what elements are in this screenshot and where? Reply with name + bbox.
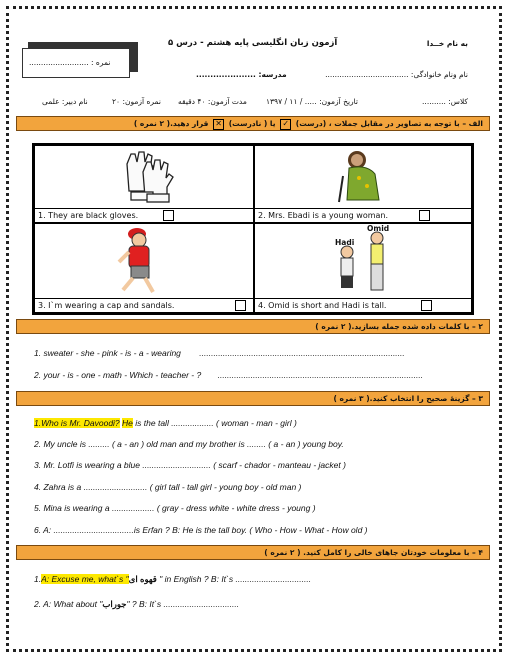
running-man-icon: [35, 224, 255, 298]
section-b-header: ۲ – با کلمات داده شده جمله بسازید.( ۲ نمره ): [16, 319, 490, 334]
answer-checkbox-2[interactable]: [419, 210, 430, 221]
section-c-header: ۳ – گزینهٔ صحیح را انتخاب کنید.( ۳ نمره ): [16, 391, 490, 406]
grade-box: [22, 42, 140, 82]
caption-3: 3. I`m wearing a cap and sandals.: [35, 298, 255, 312]
teacher-label: نام دبیر: علمی: [42, 97, 88, 106]
picture-cell-1: [34, 145, 254, 223]
scramble-2: 2. your - is - one - math - Which - teacher - ? .......................................................................................: [34, 370, 424, 380]
answer-checkbox-4[interactable]: [421, 300, 432, 311]
caption-4: 4. Omid is short and Hadi is tall.: [255, 298, 473, 312]
school-label: مدرسه: .....................: [196, 70, 287, 79]
two-boys-icon: [255, 224, 473, 298]
section-a-header: الف – با توجه به تصاویر در مقابل جملات ، (درست) ✓ یا ( نادرست) ✕ قرار دهید.( ۲ نمره ): [16, 116, 490, 131]
choice-2[interactable]: 2. My uncle is ......... ( a - an ) old man and my brother is ........ ( a - an ) young boy.: [34, 439, 344, 449]
scramble-1-blank[interactable]: .......................................................................................: [199, 348, 405, 358]
check-icon: ✓: [280, 119, 291, 130]
basmala: به نام خــدا: [426, 39, 468, 48]
class-label: کلاس: ..........: [422, 97, 468, 106]
omid-label: Omid: [367, 224, 390, 233]
choice-3[interactable]: 3. Mr. Lotfi is wearing a blue ............................. ( scarf - chador - manteau - jacket ): [34, 460, 346, 470]
picture-cell-4: [254, 223, 472, 313]
dialog-2[interactable]: 2. A: What about "جوراب" ? B: It`s ................................: [34, 599, 240, 609]
student-name-label: نام ونام خانوادگی: ...................................: [325, 70, 468, 79]
answer-checkbox-1[interactable]: [163, 210, 174, 221]
choice-6[interactable]: 6. A: ..................................is Erfan ? B: He is the tall boy. ( Who - How - What - How old ): [34, 525, 368, 535]
old-woman-icon: [255, 146, 473, 208]
duration-label: مدت آزمون: ۴۰ دقیقه: [178, 97, 247, 106]
choice-5[interactable]: 5. Mina is wearing a .................. ( gray - dress white - white dress - young ): [34, 503, 316, 513]
caption-2: 2. Mrs. Ebadi is a young woman.: [255, 208, 473, 222]
scramble-2-blank[interactable]: .......................................................................................: [217, 370, 424, 380]
picture-cell-3: [34, 223, 254, 313]
choice-1[interactable]: 1.Who is Mr. Davoodi? He is the tall .................. ( woman - man - girl ): [34, 418, 297, 428]
total-score-label: نمره آزمون: ۲۰: [112, 97, 161, 106]
gloves-icon: [35, 146, 255, 208]
picture-grid: [32, 143, 474, 315]
dialog-1[interactable]: 1.A: Excuse me, what`s "قهوه ای " in English ? B: It`s ................................: [34, 574, 312, 584]
picture-cell-2: [254, 145, 472, 223]
exam-date-label: تاریخ آزمون: ..... / ۱۱ / ۱۳۹۷: [266, 97, 359, 106]
answer-checkbox-3[interactable]: [235, 300, 246, 311]
choice-4[interactable]: 4. Zahra is a ........................... ( girl tall - tall girl - young boy - old man ): [34, 482, 302, 492]
cross-icon: ✕: [213, 119, 224, 130]
exam-title: آزمون زبان انگلیسی پایه هشتم - درس ۵: [168, 38, 338, 48]
section-d-header: ۴ – با معلومات خودتان جاهای خالی را کامل کنید. ( ۲ نمره ): [16, 545, 490, 560]
grade-label: نمره : .........................: [29, 58, 111, 67]
caption-1: 1. They are black gloves.: [35, 208, 255, 222]
scramble-1: 1. sweater - she - pink - is - a - wearing .......................................................................................: [34, 348, 405, 358]
hadi-label: Hadi: [335, 238, 355, 247]
